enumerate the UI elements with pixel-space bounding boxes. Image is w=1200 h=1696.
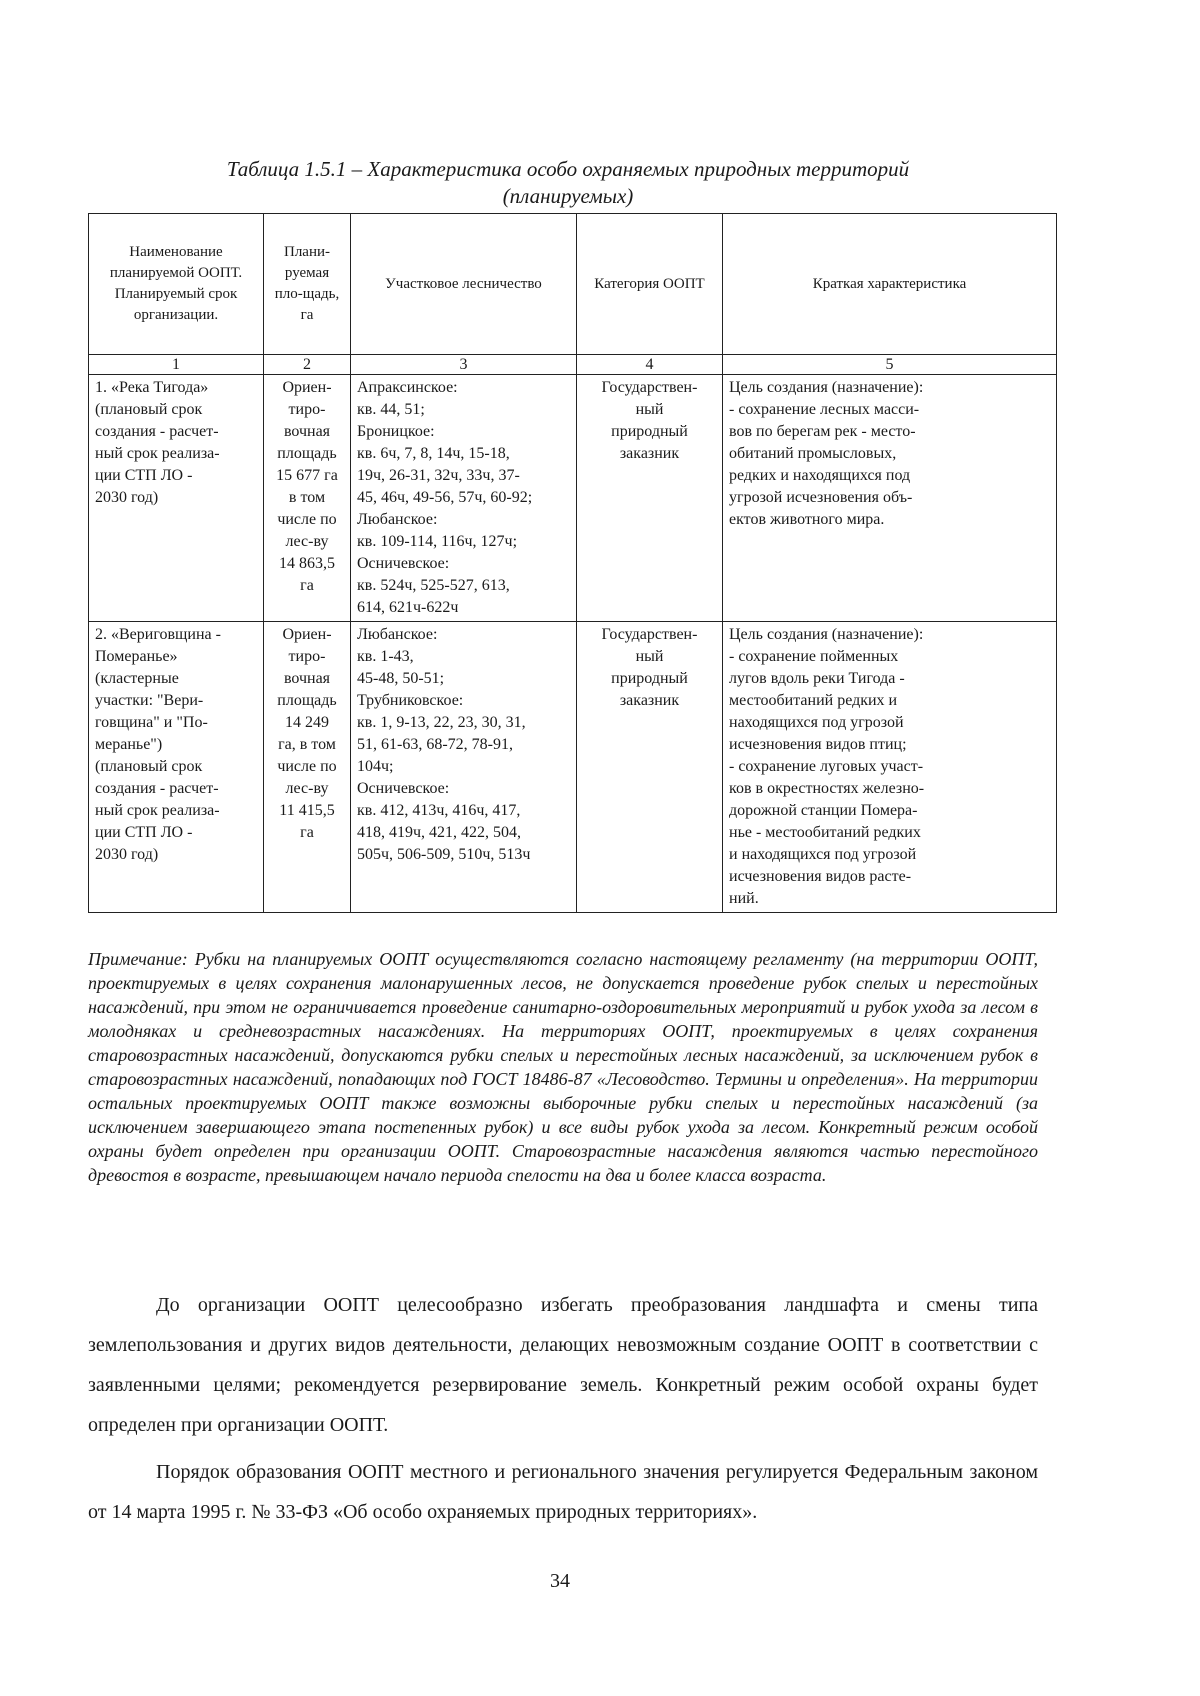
page-number: 34 xyxy=(550,1570,570,1592)
header-category: Категория ООПТ xyxy=(577,214,723,355)
cell-category: Государствен- ный природный заказник xyxy=(577,375,723,622)
column-number: 3 xyxy=(351,355,577,375)
cell-name: 2. «Вериговщина - Померанье» (кластерные участки: "Вери- говщина" и "По- меранье") (плановый срок создания - расчет- ный срок реализа- ции СТП ЛО - 2030 год) xyxy=(89,622,264,913)
caption-line-2: (планируемых) xyxy=(502,184,634,208)
cell-description: Цель создания (назначение): - сохранение пойменных лугов вдоль реки Тигода - местообитаний редких и находящихся под угрозой исчезновения видов птиц; - сохранение луговых участ- ков в окрестностях железно- дорожной станции Помера- нье - местообитаний редких и находящихся под угрозой исчезновения видов расте- ний. xyxy=(723,622,1057,913)
column-number: 1 xyxy=(89,355,264,375)
cell-category: Государствен- ный природный заказник xyxy=(577,622,723,913)
oopt-table xyxy=(88,213,1057,913)
table-row xyxy=(89,622,1057,913)
header-area: Плани-руемая пло-щадь, га xyxy=(264,214,351,355)
table-header-row xyxy=(89,214,1057,355)
cell-name: 1. «Река Тигода» (плановый срок создания - расчет- ный срок реализа- ции СТП ЛО - 2030 год) xyxy=(89,375,264,622)
column-number: 4 xyxy=(577,355,723,375)
table-caption xyxy=(88,156,1048,210)
cell-forestry: Любанское: кв. 1-43, 45-48, 50-51; Трубниковское: кв. 1, 9-13, 22, 23, 30, 31, 51, 61-63, 68-72, 78-91, 104ч; Осничевское: кв. 412, 413ч, 416ч, 417, 418, 419ч, 421, 422, 504, 505ч, 506-509, 510ч, 513ч xyxy=(351,622,577,913)
caption-line-1: Таблица 1.5.1 – Характеристика особо охраняемых природных территорий xyxy=(226,157,910,181)
body-paragraph: До организации ООПТ целесообразно избегать преобразования ландшафта и смены типа землепользования и других видов деятельности, делающих невозможным создание ООПТ в соответствии с заявленными целями; рекомендуется резервирование земель. Конкретный режим особой охраны будет определен при организации ООПТ. xyxy=(88,1294,1038,1436)
cell-description: Цель создания (назначение): - сохранение лесных масси- вов по берегам рек - место- обитаний промысловых, редких и находящихся под угрозой исчезновения объ- ектов животного мира. xyxy=(723,375,1057,622)
column-number: 5 xyxy=(723,355,1057,375)
header-forestry: Участковое лесничество xyxy=(351,214,577,355)
body-paragraph: Порядок образования ООПТ местного и регионального значения регулируется Федеральным законом от 14 марта 1995 г. № 33-ФЗ «Об особо охраняемых природных территориях». xyxy=(88,1461,1038,1523)
cell-area: Ориен- тиро- вочная площадь 15 677 га в том числе по лес-ву 14 863,5 га xyxy=(264,375,351,622)
column-number: 2 xyxy=(264,355,351,375)
cell-forestry: Апраксинское: кв. 44, 51; Броницкое: кв. 6ч, 7, 8, 14ч, 15-18, 19ч, 26-31, 32ч, 33ч, 37- 45, 46ч, 49-56, 57ч, 60-92; Любанское: кв. 109-114, 116ч, 127ч; Осничевское: кв. 524ч, 525-527, 613, 614, 621ч-622ч xyxy=(351,375,577,622)
cell-area: Ориен- тиро- вочная площадь 14 249 га, в том числе по лес-ву 11 415,5 га xyxy=(264,622,351,913)
column-number-row xyxy=(89,355,1057,375)
table-note: Примечание: Рубки на планируемых ООПТ осуществляются согласно настоящему регламенту (на территории ООПТ, проектируемых в целях сохранения малонарушенных лесов, не допускается проведение рубок спелых и перестойных насаждений, при этом не ограничивается проведение санитарно-оздоровительных мероприятий и рубок ухода за лесом в молодняках и средневозрастных насаждениях. На территориях ООПТ, проектируемых в целях сохранения старовозрастных насаждений, допускаются рубки спелых и перестойных лесных насаждений, за исключением рубок в старовозрастных насаждений, попадающих под ГОСТ 18486-87 «Лесоводство. Термины и определения». На территории остальных проектируемых ООПТ также возможны выборочные рубки спелых и перестойных насаждений (за исключением завершающего этапа постепенных рубок) и все виды рубок ухода за лесом. Конкретный режим особой охраны будет определен при организации ООПТ. Старовозрастные насаждения являются частью перестойного древостоя в возрасте, превышающем начало периода спелости на два и более класса возраста. xyxy=(88,949,1038,1185)
table-row xyxy=(89,375,1057,622)
header-name: Наименование планируемой ООПТ. Планируемый срок организации. xyxy=(89,214,264,355)
header-description: Краткая характеристика xyxy=(723,214,1057,355)
